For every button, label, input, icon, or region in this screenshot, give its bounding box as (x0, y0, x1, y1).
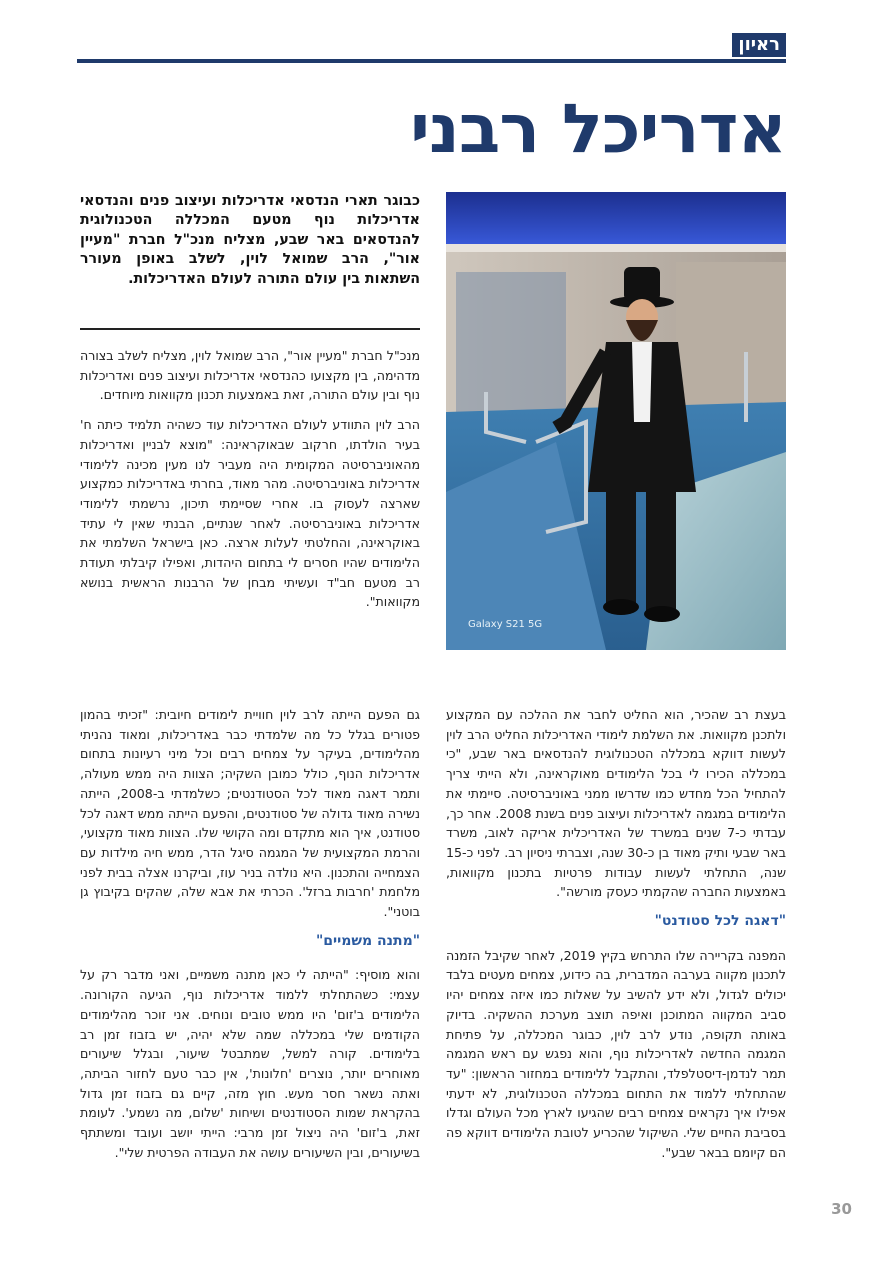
paragraph: והוא מוסיף: "הייתה לי כאן מתנה משמיים, ואני מדבר רק על עצמי: כשהתחלתי ללמוד אדריכלות נוף, הגיעה הקורונה. הלימודים ב'זום' היו ממש טובים ונוחים. אני זוכר מהלימודים הקודמים שלי במכללה שמה שלא יהיה, יש בזבוז זמן רב בלימודים. קורה למשל, שמתבטל שיעור, ובגלל שיעורים מאוחרים יותר, נוצרים 'חלונות', אין כבר טעם לחזור הביתה, ואתה נשאר חסר מעש. חוץ מזה, קיים גם בזבוז זמן גדול בהקראת שמות הסטודנטים ושיחות 'שלום, מה נשמע'. לעומת זאת, ב'זום' היה ניצול זמן מרבי: הייתי יושב ועובד ומשתתף בשיעורים, ובין השיעורים עושה את העבודה הפרטית שלי". (80, 967, 420, 1160)
article-photo (446, 192, 786, 650)
paragraph: בעצת רב שהכיר, הוא החליט לחבר את ההלכה עם המקצוע ולתכנן מקוואות. את השלמת לימודי האדריכלות החליט הרב לוין לעשות דווקא במכללה הטכנולוגית להנדסאים באר שבע, "כי במכללה הכירו לי בכל הלימודים מאוקראינה, ולא הייתי צריך להתחיל הכל מחדש כמו שדרשו ממני באוניברסיטה. סיימתי את הלימודים במגמה לאדריכלות ועיצוב פנים בשנת 2008. אחר כך, עבדתי כ-7 שנים במשרד של האדריכלית אריקה לאוב, משרד באר שבעי ותיק מאוד בן כ-30 שנה, וצברתי ניסיון רב. לפני כ-15 שנה, התחלתי לעשות עבודות פרטיות בתכנון מקוואות, באמצעות החברה שהקמתי כעסק מורשה". (446, 707, 786, 900)
lead-divider (80, 328, 420, 330)
subheading: "מתנה משמיים" (316, 932, 420, 949)
page-number: 30 (831, 1200, 852, 1218)
section-tag: ראיון (732, 33, 786, 57)
paragraph: המפנה בקריירה שלו התרחש בקיץ 2019, לאחר שקיבל הזמנה לתכנון מקווה בערבה המדברית, בה כידוע, צמחים מעטים בלבד יכולים לגדול, ולא ידע להשיב על שאלות כמו איזה צמחים יהיו סביב המקווה המתוכנן ואיפה תוצב מערכת ההשקיה. בדיוק באותה תקופה, נודע לרב לוין, כבוגר המכללה, על פתיחת המגמה החדשה לאדריכלות נוף, והוא נפגש עם ראש המגמה תמר לנדמן-דיסטלפלד, והתקבל ללימודים במחזור הראשון: "עד שהתחלתי ללמוד את התחום במכללה הטכנולוגית, לא ידעתי אפילו איך נקראים צמחים רבים שהגיעו לארץ מכל העולם וגדלו בסביבת החיים שלי. השיקול שהכריע לטובת הלימודים דווקא פה הם קיומם בבאר שבע". (446, 947, 786, 1160)
article-column-left (80, 705, 420, 1172)
lead-paragraph: כבוגר תארי הנדסאי אדריכלות ועיצוב פנים והנדסאי אדריכלות נוף מטעם המכללה הטכנולוגית להנדסאים באר שבע, מצליח מנכ"ל חברת "מעיין אור", הרב שמואל לוין, לשלב באופן מעורר השתאות בין עולם התורה לעולם האדריכלות. (80, 193, 420, 287)
camera-watermark: Galaxy S21 5G (468, 619, 543, 630)
header-rule (77, 59, 786, 63)
paragraph: גם הפעם הייתה לרב לוין חוויית לימודים חיובית: "זכיתי בהמון פטורים בגלל כל מה שלמדתי כבר באדריכלות, ומאוד נהניתי מהלימודים, בעיקר על צמחים רבים וכל מיני רעיונות בתחום אדריכלות הנוף, כולל כמובן השקיה; הצוות היה ממש מעולה, ותמר דאגה מאוד לכל הסטודנטים; כשלמדתי ב-2008, הייתה נשירה מאוד גדולה של סטודנטים, והפעם הייתה ממש דאגה לכל סטודנט, איך הוא מתקדם ומה הקושי שלו. הצוות מאוד מקצועי, והרמת המקצועית של המגמה סיגל הדר, ממש חיה מילדות עם הצמחייה והתכנון. היא נולדה בניר עוז, וביקרנו אצלה בבית לפני מלחמת 'חרבות ברזל'. הכרתי את אבא שלה, שהקים בקיבוץ גן בוטני". (80, 707, 420, 920)
paragraph: הרב לוין התוודע לעולם האדריכלות עוד כשהיה תלמיד כיתה ח' בעיר הולדתו, חרקוב שבאוקראינה: "מוצא לבניין ואדריכלות מהאוניברסיטה המקומית היה מעביר לנו מעין מכינה ללימודי אדריכלות באוניברסיטה. מהר מאוד, בחרתי באדריכלות כמקצוע שארצה לעסוק בו. אחרי שסיימתי תיכון, נרשמתי ללימודי אדריכלות באוניברסיטה. לאחר שנתיים, הבנתי שאין לי עתיד באוקראינה, והחלטתי לעלות ארצה. כאן בישראל השלמתי את הלימודים שהיו חסרים לי בתחום היהדות, ואפילו קיבלתי תעודת רב מטעם חב"ד ועשיתי מבחן של הרבנות הראשית בנושא מקוואות". (80, 417, 420, 610)
paragraph: מנכ"ל חברת "מעיין אור", הרב שמואל לוין, מצליח לשלב בצורה מדהימה, בין מקצועו כהנדסאי אדריכלות ועיצוב פנים ואדריכלות נוף ובין עולם התורה, זאת באמצעות תכנון מקוואות מיוחדים. (80, 348, 420, 403)
article-title: אדריכל רבני (409, 90, 786, 169)
article-column-right (446, 705, 786, 1172)
subheading: "דאגה לכל סטודנט" (654, 913, 786, 930)
article-column-upper (80, 346, 420, 622)
mikveh-photo-illustration (446, 192, 786, 650)
